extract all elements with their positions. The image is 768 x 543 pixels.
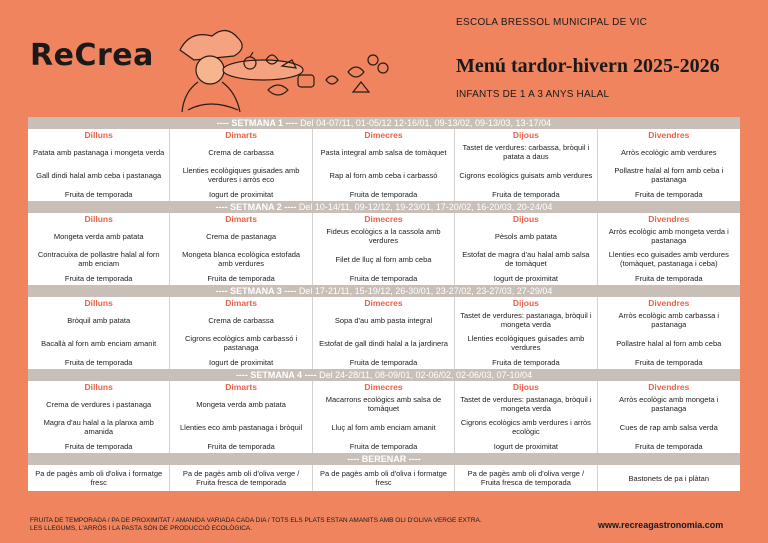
snack-column [455,465,597,491]
day-column [598,129,740,201]
day-name: Dijous [512,382,539,392]
day-column [455,213,597,285]
menu-item: Cues de rap amb salsa verda [619,422,718,432]
menu-item: Rap al forn amb ceba i carbassó [329,170,438,180]
page-subtitle: INFANTS DE 1 A 3 ANYS HALAL [456,89,610,100]
week-header [28,117,740,129]
menu-item: Cigrons ecològics guisats amb verdures [459,170,593,180]
menu-item: Macarrons ecològics amb salsa de tomàquet [325,395,442,413]
day-name: Dimarts [225,382,257,392]
week-header [28,285,740,297]
day-column [170,381,312,453]
day-name: Divendres [648,130,690,140]
menu-item: Filet de lluç al forn amb ceba [335,254,432,264]
menu-item: Fruita de temporada [64,273,133,283]
menu-item: Fruita de temporada [635,357,703,367]
school-name: ESCOLA BRESSOL MUNICIPAL DE VIC [456,17,648,28]
menu-item: Mongeta verda amb patata [196,399,286,409]
snack-column [170,465,312,491]
day-name: Dimecres [364,298,403,308]
day-name: Dimarts [225,130,257,140]
menu-item: Llenties eco amb pastanaga i bròquil [180,422,303,432]
week-block [28,285,740,369]
day-column [170,213,312,285]
menu-item: Patata amb pastanaga i mongeta verda [33,147,165,157]
day-name: Dilluns [84,298,113,308]
menu-item: Cigrons ecològics amb carbassó i pastanaga [185,334,298,352]
menu-item: Mongeta blanca ecològica estofada amb verdures [182,250,301,268]
day-column [313,129,455,201]
day-name: Dilluns [84,382,113,392]
week-dates: Del 04-07/11, 01-05/12 12-16/01, 09-13/02, 09-13/03, 13-17/04 [300,118,552,128]
footer-note [30,517,570,533]
menu-item: Tastet de verdures: pastanaga, bròquil i mongeta verda [460,311,592,329]
header [0,0,768,116]
menu-item: Crema de pastanaga [206,231,277,241]
week-block [28,369,740,453]
snack-column [598,465,740,491]
day-name: Dilluns [84,130,113,140]
day-column [313,297,455,369]
menu-item: Fruita de temporada [349,441,418,451]
menu-item: Gall dindi halal amb ceba i pastanaga [36,170,162,180]
week-block [28,201,740,285]
menu-item: Fruita de temporada [635,441,703,451]
footer-note-line-2: LES LLEGUMS, L'ARRÒS I LA PASTA SÓN DE PRODUCCIÓ ECOLÒGICA. [30,525,253,532]
day-name: Dimecres [364,214,403,224]
menu-item: Arròs ecològic amb verdures [621,147,717,157]
website-link[interactable]: www.recreagastronomia.com [598,520,724,530]
menu-item: Lluç al forn amb enciam amanit [331,422,436,432]
snack-item: Bastonets de pa i plàtan [628,473,710,483]
day-column [313,381,455,453]
menu-item: Cigrons ecològics amb verdures i arròs ecològic [460,418,591,436]
menu-item: Fruita de temporada [207,273,275,283]
menu-table [28,117,740,491]
menu-item: Llenties ecològiques guisades amb verdures i arròs eco [182,166,300,184]
week-label: ---- SETMANA 4 ---- [235,370,317,380]
day-name: Divendres [648,214,690,224]
day-column [313,213,455,285]
menu-item: Fruita de temporada [349,189,418,199]
day-name: Dimecres [364,382,403,392]
menu-item: Llenties ecològiques guisades amb verdures [467,334,585,352]
menu-item: Fruita de temporada [64,441,133,451]
day-name: Dijous [512,298,539,308]
day-column [598,381,740,453]
menu-item: Pasta integral amb salsa de tomàquet [320,147,447,157]
day-name: Dimecres [364,130,403,140]
day-column [170,297,312,369]
day-name: Dijous [512,214,539,224]
snack-item: Pa de pagès amb oli d'oliva i formatge fresc [35,469,163,487]
week-header [28,201,740,213]
day-column [455,381,597,453]
menu-item: Iogurt de proximitat [493,441,558,451]
menu-item: Bacallà al forn amb enciam amanit [41,338,157,348]
menu-item: Iogurt de proximitat [208,357,274,367]
menu-item: Estofat de gall dindi halal a la jardinera [319,338,448,348]
snack-column [313,465,455,491]
snack-item: Pa de pagès amb oli d'oliva i formatge fresc [320,469,447,487]
week-dates: Del 17-21/11, 15-19/12, 26-30/01, 23-27/02, 23-27/03, 27-29/04 [298,286,553,296]
logo: ReCrea [30,38,154,73]
menu-item: Fruita de temporada [635,189,703,199]
menu-item: Sopa d'au amb pasta integral [334,315,433,325]
menu-item: Fruita de temporada [349,357,418,367]
day-column [598,297,740,369]
menu-item: Iogurt de proximitat [493,273,558,283]
snack-item: Pa de pagès amb oli d'oliva verge / Fruita fresca de temporada [467,469,585,487]
snack-header: ---- BERENAR ---- [28,453,740,465]
menu-item: Fruita de temporada [635,273,703,283]
menu-item: Pollastre halal al forn amb ceba [616,338,722,348]
day-column [170,129,312,201]
menu-item: Fruita de temporada [492,357,560,367]
snack-column [28,465,170,491]
footer-note-line-1: FRUITA DE TEMPORADA / PA DE PROXIMITAT / AMANIDA VARIADA CADA DIA / TOTS ELS PLATS ESTAN AMANITS AMB OLI D'OLIVA VERGE EXTRA. [30,517,482,524]
menu-item: Magra d'au halal a la planxa amb amanida [43,418,154,436]
day-name: Dilluns [84,214,113,224]
menu-item: Arròs ecològic amb mongeta i pastanaga [619,395,719,413]
menu-item: Fruita de temporada [207,441,275,451]
chef-illustration [158,20,396,112]
menu-item: Tastet de verdures: pastanaga, bròquil i mongeta verda [460,395,592,413]
day-column [28,381,170,453]
week-block [28,117,740,201]
day-column [28,297,170,369]
day-column [455,297,597,369]
menu-item: Pollastre halal al forn amb ceba i pastanaga [614,166,724,184]
day-name: Dijous [512,130,539,140]
menu-item: Fruita de temporada [64,357,133,367]
menu-item: Fideus ecològics a la cassola amb verdures [326,227,441,245]
week-header [28,369,740,381]
menu-item: Iogurt de proximitat [208,189,274,199]
day-column [28,213,170,285]
day-column [598,213,740,285]
snack-item: Pa de pagès amb oli d'oliva verge / Fruita fresca de temporada [182,469,300,487]
day-name: Divendres [648,382,690,392]
menu-item: Tastet de verdures: carbassa, bròquil i patata a daus [462,143,590,161]
menu-item: Pèsols amb patata [494,231,557,241]
day-column [455,129,597,201]
day-name: Dimarts [225,214,257,224]
menu-item: Arròs ecològic amb carbassa i pastanaga [618,311,720,329]
menu-item: Arròs ecològic amb mongeta verda i pastanaga [608,227,729,245]
day-name: Divendres [648,298,690,308]
menu-item: Crema de verdures i pastanaga [46,399,152,409]
page-title: Menú tardor-hivern 2025-2026 [456,55,720,77]
menu-item: Llenties eco guisades amb verdures (tomàquet, pastanaga i ceba) [608,250,729,268]
menu-item: Fruita de temporada [492,189,560,199]
week-dates: Del 24-28/11, 08-09/01, 02-06/02, 02-06/03, 07-10/04 [319,370,533,380]
menu-item: Mongeta verda amb patata [53,231,144,241]
menu-item: Crema de carbassa [208,147,274,157]
week-label: ---- SETMANA 1 ---- [216,118,298,128]
menu-item: Estofat de magra d'au halal amb salsa de tomàquet [462,250,590,268]
menu-item: Crema de carbassa [208,315,274,325]
day-column [28,129,170,201]
week-label: ---- SETMANA 2 ---- [215,202,297,212]
week-dates: Del 10-14/11, 09-12/12, 19-23/01, 17-20/02, 16-20/03, 20-24/04 [298,202,553,212]
menu-item: Fruita de temporada [349,273,418,283]
menu-item: Contracuixa de pollastre halal al forn amb enciam [37,250,160,268]
menu-item: Bròquil amb patata [67,315,131,325]
week-label: ---- SETMANA 3 ---- [215,286,297,296]
menu-item: Fruita de temporada [64,189,133,199]
day-name: Dimarts [225,298,257,308]
snack-block [28,453,740,491]
